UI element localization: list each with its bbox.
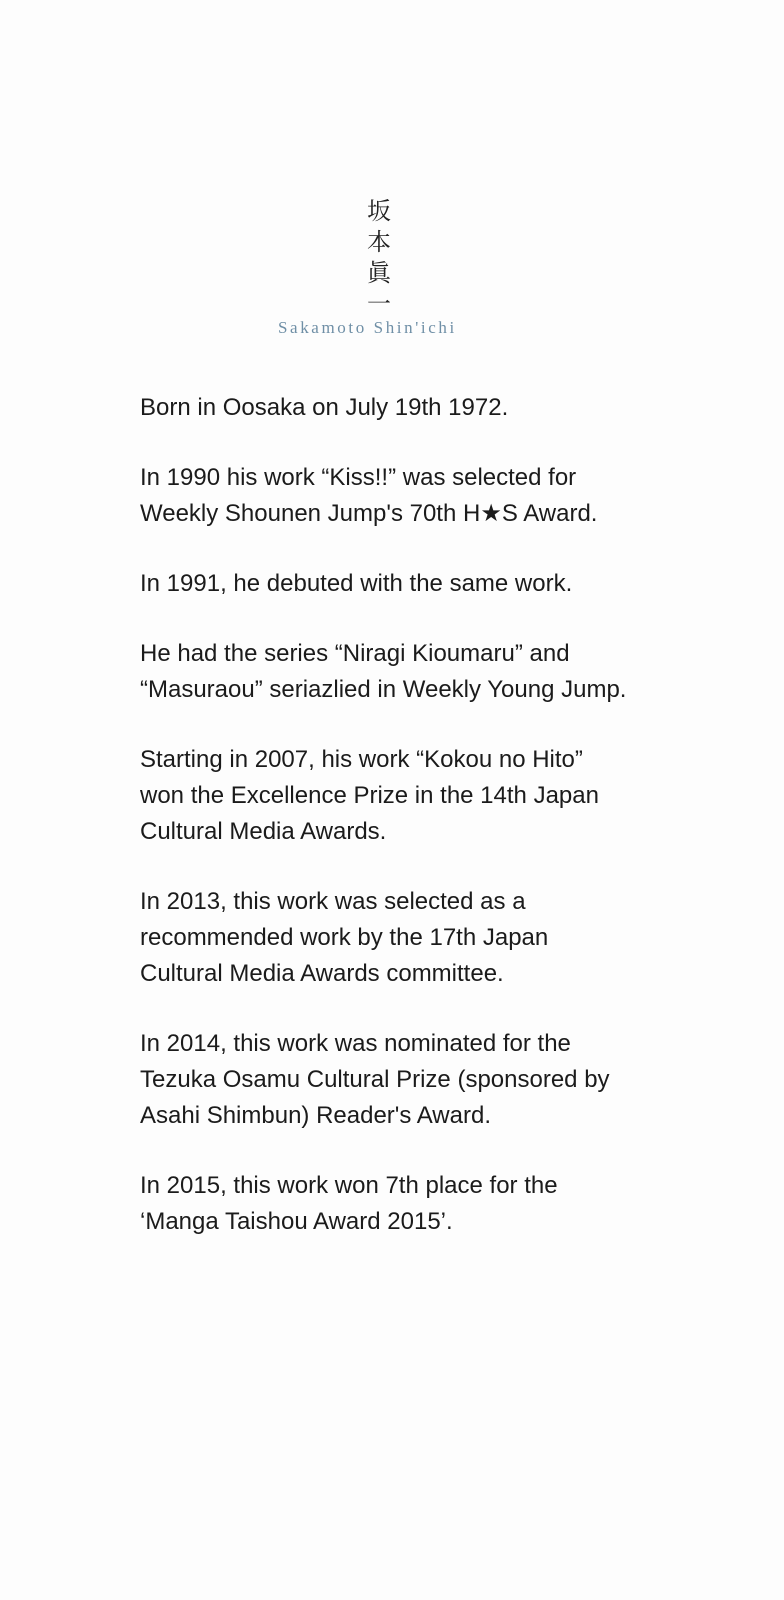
author-name-kanji <box>361 196 397 320</box>
bio-line: recommended work by the 17th Japan <box>140 924 549 951</box>
bio-line: “Masuraou” seriazlied in Weekly Young Jump. <box>140 676 627 703</box>
bio-line: Cultural Media Awards committee. <box>140 960 504 987</box>
bio-paragraph-award-1990 <box>140 460 750 532</box>
name-kanji-char: 一 <box>367 290 391 318</box>
bio-line: In 1991, he debuted with the same work. <box>140 570 573 597</box>
bio-line: Asahi Shimbun) Reader's Award. <box>140 1102 491 1129</box>
bio-paragraph-2007 <box>140 742 750 850</box>
author-name-romaji: Sakamoto Shin'ichi <box>278 318 457 337</box>
bio-line: In 2014, this work was nominated for the <box>140 1030 571 1057</box>
bio-line: In 2013, this work was selected as a <box>140 888 526 915</box>
name-kanji-char: 本 <box>367 228 391 256</box>
bio-line: In 2015, this work won 7th place for the <box>140 1172 558 1199</box>
bio-paragraph-debut-1991 <box>140 566 750 602</box>
bio-paragraph-2014 <box>140 1026 750 1134</box>
bio-line: Starting in 2007, his work “Kokou no Hito” <box>140 746 583 773</box>
bio-line: He had the series “Niragi Kioumaru” and <box>140 640 570 667</box>
bio-paragraph-2013 <box>140 884 750 992</box>
bio-line: Weekly Shounen Jump's 70th H★S Award. <box>140 500 598 527</box>
bio-line: In 1990 his work “Kiss!!” was selected for <box>140 464 577 491</box>
author-biography <box>140 390 750 1274</box>
bio-line: ‘Manga Taishou Award 2015’. <box>140 1208 453 1235</box>
bio-paragraph-2015 <box>140 1168 750 1240</box>
bio-line: Tezuka Osamu Cultural Prize (sponsored by <box>140 1066 610 1093</box>
bio-paragraph-series <box>140 636 750 708</box>
name-kanji-char: 眞 <box>367 259 391 287</box>
bio-line: Born in Oosaka on July 19th 1972. <box>140 394 509 421</box>
bio-paragraph-birth <box>140 390 750 426</box>
bio-line: won the Excellence Prize in the 14th Japan <box>140 782 599 809</box>
name-kanji-char: 坂 <box>367 197 391 225</box>
bio-line: Cultural Media Awards. <box>140 818 387 845</box>
